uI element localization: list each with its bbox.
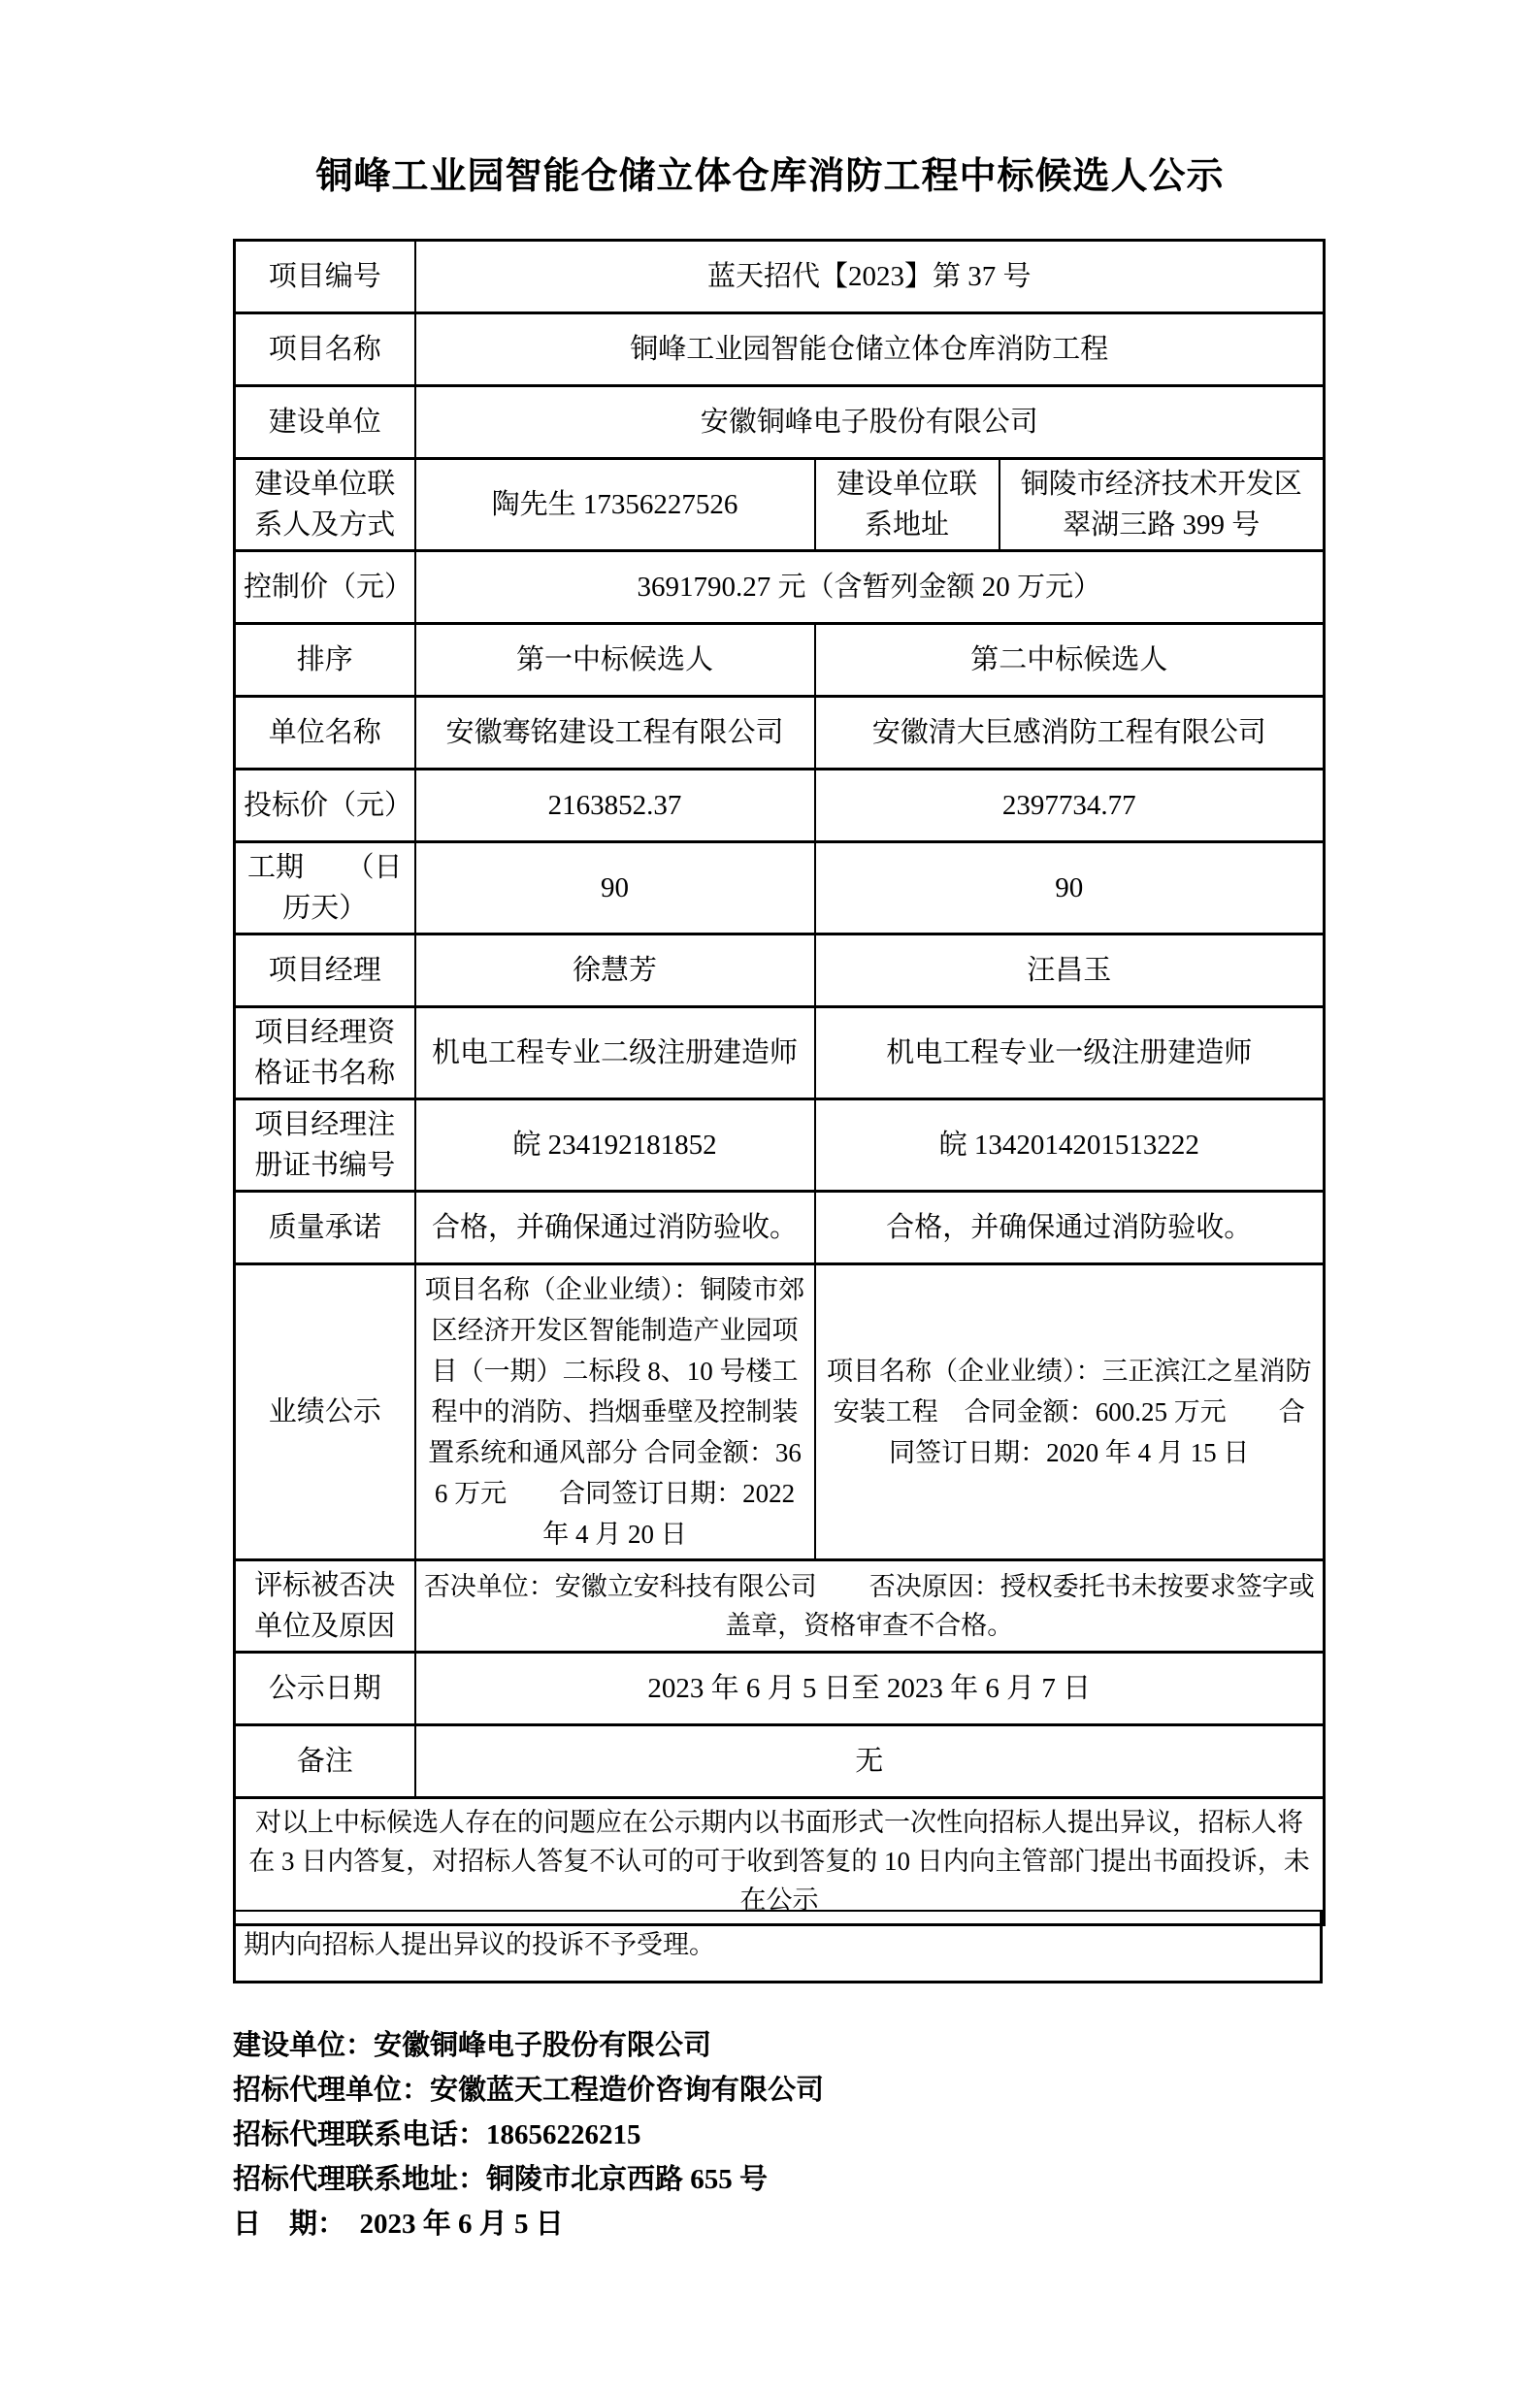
- control-price-label: 控制价（元）: [235, 551, 415, 624]
- rank-label: 排序: [235, 624, 415, 697]
- bid-price-second: 2397734.77: [815, 770, 1325, 842]
- rejection-label: 评标被否决单位及原因: [235, 1560, 415, 1653]
- manager-cert-no-second: 皖 1342014201513222: [815, 1099, 1325, 1192]
- row-manager: [235, 934, 1325, 1007]
- control-price-value: 3691790.27 元（含暂列金额 20 万元）: [415, 551, 1325, 624]
- owner-address-label: 建设单位联系地址: [815, 459, 999, 551]
- quality-second: 合格，并确保通过消防验收。: [815, 1192, 1325, 1264]
- project-name-label: 项目名称: [235, 313, 415, 386]
- rejection-value: 否决单位：安徽立安科技有限公司 否决原因：授权委托书未按要求签字或盖章，资格审查不合格。: [415, 1560, 1325, 1653]
- performance-second: 项目名称（企业业绩）：三正滨江之星消防安装工程 合同金额：600.25 万元 合同签订日期：2020 年 4 月 15 日: [815, 1264, 1325, 1560]
- project-no-label: 项目编号: [235, 241, 415, 313]
- rank-second: 第二中标候选人: [815, 624, 1325, 697]
- manager-cert-label: 项目经理资格证书名称: [235, 1007, 415, 1099]
- owner-contact-value: 陶先生 17356227526: [415, 459, 815, 551]
- project-name-value: 铜峰工业园智能仓储立体仓库消防工程: [415, 313, 1325, 386]
- rank-first: 第一中标候选人: [415, 624, 815, 697]
- footer-agency-phone-line: 招标代理联系电话：18656226215: [233, 2119, 641, 2150]
- row-project-no: [235, 241, 1325, 313]
- duration-first: 90: [415, 842, 815, 934]
- row-objection-note: [235, 1798, 1325, 1925]
- footer-block: [233, 2023, 824, 2246]
- remark-value: 无: [415, 1725, 1325, 1798]
- row-control-price: [235, 551, 1325, 624]
- footer-owner-line: 建设单位：安徽铜峰电子股份有限公司: [233, 2030, 712, 2061]
- manager-cert-no-first: 皖 234192181852: [415, 1099, 815, 1192]
- bid-table: [233, 239, 1326, 1926]
- footer-agency-line: 招标代理单位：安徽蓝天工程造价咨询有限公司: [233, 2075, 825, 2106]
- row-manager-cert: [235, 1007, 1325, 1099]
- performance-first: 项目名称（企业业绩）：铜陵市郊区经济开发区智能制造产业园项目（一期）二标段 8、10 号楼工程中的消防、挡烟垂壁及控制装置系统和通风部分 合同金额：366 万元 合同签订日期：2022 年 4 月 20 日: [415, 1264, 815, 1560]
- row-owner-contact: [235, 459, 1325, 551]
- owner-address-value: 铜陵市经济技术开发区翠湖三路 399 号: [999, 459, 1325, 551]
- manager-second: 汪昌玉: [815, 934, 1325, 1007]
- quality-first: 合格，并确保通过消防验收。: [415, 1192, 815, 1264]
- row-remark: [235, 1725, 1325, 1798]
- duration-second: 90: [815, 842, 1325, 934]
- publicity-date-label: 公示日期: [235, 1653, 415, 1725]
- company-second: 安徽清大巨感消防工程有限公司: [815, 697, 1325, 770]
- footer-date-line: 日 期： 2023 年 6 月 5 日: [233, 2209, 564, 2240]
- company-label: 单位名称: [235, 697, 415, 770]
- objection-note-continuation: 期内向招标人提出异议的投诉不予受理。: [233, 1910, 1323, 1983]
- row-manager-cert-no: [235, 1099, 1325, 1192]
- row-company: [235, 697, 1325, 770]
- row-performance: [235, 1264, 1325, 1560]
- row-rank: [235, 624, 1325, 697]
- bid-price-label: 投标价（元）: [235, 770, 415, 842]
- row-quality: [235, 1192, 1325, 1264]
- manager-cert-no-label: 项目经理注册证书编号: [235, 1099, 415, 1192]
- owner-label: 建设单位: [235, 386, 415, 459]
- duration-label: 工期 （日历天）: [235, 842, 415, 934]
- row-rejection: [235, 1560, 1325, 1653]
- row-bid-price: [235, 770, 1325, 842]
- owner-contact-label: 建设单位联系人及方式: [235, 459, 415, 551]
- company-first: 安徽骞铭建设工程有限公司: [415, 697, 815, 770]
- document-title: 铜峰工业园智能仓储立体仓库消防工程中标候选人公示: [315, 156, 1225, 197]
- manager-cert-second: 机电工程专业一级注册建造师: [815, 1007, 1325, 1099]
- row-project-name: [235, 313, 1325, 386]
- manager-cert-first: 机电工程专业二级注册建造师: [415, 1007, 815, 1099]
- performance-label: 业绩公示: [235, 1264, 415, 1560]
- objection-note-text: 对以上中标候选人存在的问题应在公示期内以书面形式一次性向招标人提出异议，招标人将在 3 日内答复，对招标人答复不认可的可于收到答复的 10 日内向主管部门提出书面投诉，未在公示: [235, 1798, 1325, 1925]
- row-duration: [235, 842, 1325, 934]
- project-no-value: 蓝天招代【2023】第 37 号: [415, 241, 1325, 313]
- row-publicity-date: [235, 1653, 1325, 1725]
- publicity-date-value: 2023 年 6 月 5 日至 2023 年 6 月 7 日: [415, 1653, 1325, 1725]
- footer-agency-address-line: 招标代理联系地址：铜陵市北京西路 655 号: [233, 2164, 769, 2195]
- manager-label: 项目经理: [235, 934, 415, 1007]
- owner-value: 安徽铜峰电子股份有限公司: [415, 386, 1325, 459]
- bid-price-first: 2163852.37: [415, 770, 815, 842]
- manager-first: 徐慧芳: [415, 934, 815, 1007]
- row-owner: [235, 386, 1325, 459]
- quality-label: 质量承诺: [235, 1192, 415, 1264]
- remark-label: 备注: [235, 1725, 415, 1798]
